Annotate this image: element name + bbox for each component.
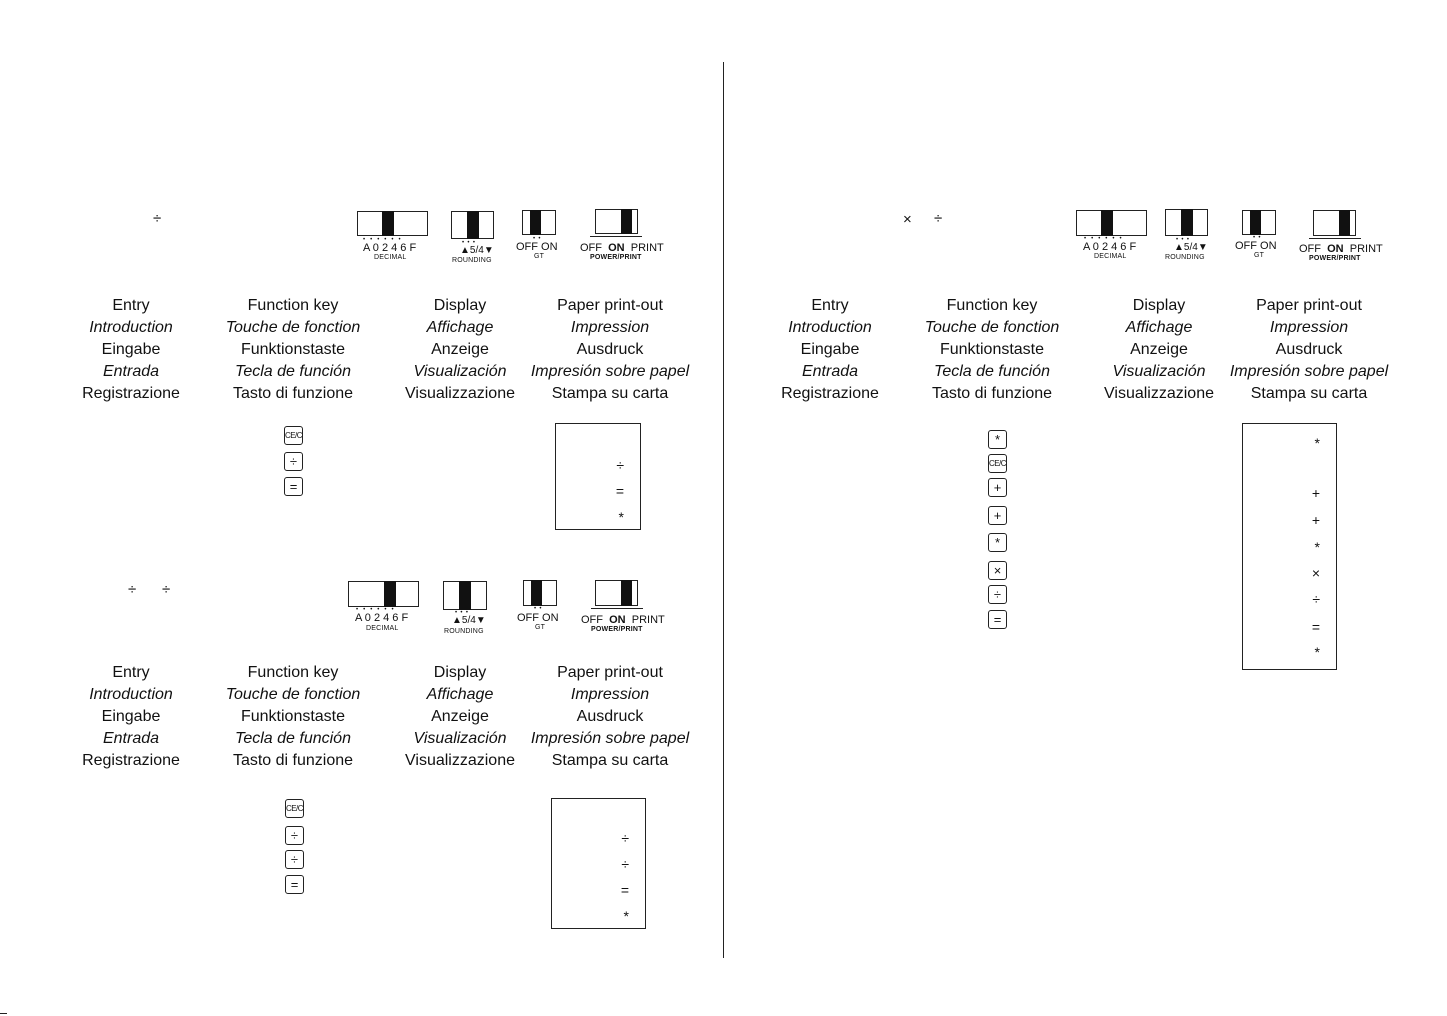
display-column-header: Display Affichage Anzeige Visualización Visualizzazione bbox=[405, 664, 515, 769]
decimal-dots: • • • • • • bbox=[356, 607, 394, 613]
function-key-column-header: Function key Touche de fonction Funktionstaste Tecla de función Tasto di funzione bbox=[225, 664, 361, 769]
power-print-switch[interactable] bbox=[1313, 210, 1356, 236]
power-on: ON bbox=[608, 242, 625, 254]
plus-key[interactable]: + bbox=[988, 478, 1007, 497]
gt-label: GT bbox=[534, 253, 545, 260]
paper-symbol: * bbox=[1314, 539, 1320, 555]
gt-switch[interactable] bbox=[523, 580, 557, 606]
power-on: ON bbox=[1327, 243, 1344, 255]
ce-c-key[interactable]: CE/C bbox=[988, 454, 1007, 473]
paper-symbol: = bbox=[620, 882, 629, 898]
decimal-label: DECIMAL bbox=[366, 625, 399, 632]
power-print: PRINT bbox=[631, 614, 665, 626]
ce-c-key[interactable]: CE/C bbox=[285, 799, 304, 818]
paper-column-header: Paper print-out Impression Ausdruck Impresión sobre papel Stampa su carta bbox=[530, 297, 690, 402]
decimal-switch[interactable] bbox=[348, 581, 419, 607]
rounding-switch-knob[interactable] bbox=[459, 581, 471, 610]
gt-dots: • • bbox=[534, 606, 542, 612]
power-print: PRINT bbox=[630, 242, 664, 254]
power-print-switch[interactable] bbox=[595, 580, 638, 606]
divide-key[interactable]: ÷ bbox=[988, 585, 1007, 604]
gt-positions: OFF ON bbox=[517, 612, 559, 624]
rounding-switch-knob[interactable] bbox=[1181, 209, 1193, 236]
decimal-switch-knob[interactable] bbox=[382, 211, 394, 236]
paper-symbol: + bbox=[1311, 485, 1320, 501]
power-print-switch-knob[interactable] bbox=[1339, 210, 1350, 236]
power-off: OFF bbox=[581, 614, 603, 626]
decimal-switch-knob[interactable] bbox=[1101, 210, 1113, 236]
power-label: POWER/PRINT bbox=[591, 626, 643, 633]
paper-printout bbox=[555, 423, 641, 530]
rounding-switch-knob[interactable] bbox=[467, 211, 479, 239]
divide-key[interactable]: ÷ bbox=[284, 452, 303, 471]
paper-symbol: ÷ bbox=[616, 457, 624, 473]
power-print: PRINT bbox=[1349, 243, 1383, 255]
power-positions bbox=[1299, 243, 1383, 255]
power-on: ON bbox=[609, 614, 626, 626]
decimal-dots: • • • • • • bbox=[363, 237, 401, 243]
decimal-switch[interactable] bbox=[357, 211, 428, 236]
paper-printout bbox=[551, 798, 646, 929]
gt-label: GT bbox=[1254, 252, 1265, 259]
display-column-header: Display Affichage Anzeige Visualización Visualizzazione bbox=[405, 297, 515, 402]
paper-symbol: * bbox=[1314, 644, 1320, 660]
gt-dots: • • bbox=[1253, 235, 1261, 241]
gt-dots: • • bbox=[533, 236, 541, 242]
divide-key[interactable]: ÷ bbox=[285, 826, 304, 845]
decimal-switch[interactable] bbox=[1076, 210, 1147, 236]
gt-switch-knob[interactable] bbox=[530, 210, 541, 235]
rounding-positions-text: 5/4 bbox=[469, 245, 484, 256]
power-off: OFF bbox=[580, 242, 602, 254]
rounding-dots: • • • bbox=[455, 610, 468, 616]
paper-column-header: Paper print-out Impression Ausdruck Impresión sobre papel Stampa su carta bbox=[1229, 297, 1389, 402]
entry-column-header: Entry Introduction Eingabe Entrada Registrazione bbox=[82, 297, 180, 402]
equals-key[interactable]: = bbox=[284, 477, 303, 496]
operator-glyph: × bbox=[903, 211, 912, 228]
decimal-label: DECIMAL bbox=[1094, 253, 1127, 260]
power-label: POWER/PRINT bbox=[590, 254, 642, 261]
rounding-label: ROUNDING bbox=[444, 628, 484, 635]
rounding-label: ROUNDING bbox=[452, 257, 492, 264]
gt-positions: OFF ON bbox=[516, 241, 558, 253]
paper-symbol: * bbox=[1314, 435, 1320, 451]
gt-switch[interactable] bbox=[1242, 210, 1276, 235]
gt-switch-knob[interactable] bbox=[1250, 210, 1261, 235]
decimal-positions: A 0 2 4 6 F bbox=[1083, 241, 1137, 253]
paper-symbol: = bbox=[615, 483, 624, 499]
operator-glyph: ÷ bbox=[153, 210, 162, 227]
power-positions bbox=[581, 614, 665, 626]
paper-symbol: × bbox=[1311, 565, 1320, 581]
equals-key[interactable]: = bbox=[285, 875, 304, 894]
paper-symbol: * bbox=[623, 908, 629, 924]
power-label: POWER/PRINT bbox=[1309, 255, 1361, 262]
paper-printout bbox=[1242, 423, 1337, 670]
decimal-dots: • • • • • • bbox=[1084, 236, 1122, 242]
paper-symbol: = bbox=[1311, 619, 1320, 635]
gt-switch[interactable] bbox=[522, 210, 556, 235]
paper-column-header: Paper print-out Impression Ausdruck Impresión sobre papel Stampa su carta bbox=[530, 664, 690, 769]
power-print-switch-knob[interactable] bbox=[621, 209, 632, 234]
entry-column-header: Entry Introduction Eingabe Entrada Registrazione bbox=[781, 297, 879, 402]
decimal-positions: A 0 2 4 6 F bbox=[355, 612, 409, 624]
asterisk-key[interactable]: * bbox=[988, 533, 1007, 552]
rounding-positions-text: 5/4 bbox=[461, 615, 476, 626]
power-positions bbox=[580, 242, 664, 254]
divide-key[interactable]: ÷ bbox=[285, 850, 304, 869]
operator-glyph: ÷ bbox=[934, 210, 943, 227]
display-column-header: Display Affichage Anzeige Visualización Visualizzazione bbox=[1104, 297, 1214, 402]
equals-key[interactable]: = bbox=[988, 610, 1007, 629]
rounding-dots: • • • bbox=[1176, 237, 1189, 243]
multiply-key[interactable]: × bbox=[988, 561, 1007, 580]
rounding-positions-text: 5/4 bbox=[1183, 242, 1198, 253]
power-off: OFF bbox=[1299, 243, 1321, 255]
rounding-positions: ▲5/4▼ bbox=[1174, 242, 1208, 253]
gt-switch-knob[interactable] bbox=[531, 580, 542, 606]
rounding-dots: • • • bbox=[462, 240, 475, 246]
function-key-column-header: Function key Touche de fonction Funktionstaste Tecla de función Tasto di funzione bbox=[225, 297, 361, 402]
rounding-positions: ▲5/4▼ bbox=[460, 245, 494, 256]
gt-label: GT bbox=[535, 624, 546, 631]
corner-mark bbox=[0, 1013, 7, 1014]
gt-positions: OFF ON bbox=[1235, 240, 1277, 252]
rounding-switch[interactable] bbox=[451, 211, 494, 239]
rounding-positions: ▲5/4▼ bbox=[452, 615, 486, 626]
plus-key[interactable]: + bbox=[988, 506, 1007, 525]
rounding-switch[interactable] bbox=[1165, 209, 1208, 236]
decimal-label: DECIMAL bbox=[374, 254, 407, 261]
paper-symbol: ÷ bbox=[621, 830, 629, 846]
page-divider bbox=[723, 62, 724, 958]
rounding-label: ROUNDING bbox=[1165, 254, 1205, 261]
decimal-positions: A 0 2 4 6 F bbox=[363, 242, 417, 254]
paper-symbol: + bbox=[1311, 512, 1320, 528]
power-print-switch-knob[interactable] bbox=[621, 580, 632, 606]
asterisk-key[interactable]: * bbox=[988, 430, 1007, 449]
paper-symbol: ÷ bbox=[621, 856, 629, 872]
operator-glyph: ÷ bbox=[162, 581, 171, 598]
paper-symbol: ÷ bbox=[1312, 591, 1320, 607]
paper-symbol: * bbox=[618, 509, 624, 525]
operator-glyph: ÷ bbox=[128, 581, 137, 598]
decimal-switch-knob[interactable] bbox=[384, 581, 396, 607]
function-key-column-header: Function key Touche de fonction Funktionstaste Tecla de función Tasto di funzione bbox=[924, 297, 1060, 402]
rounding-switch[interactable] bbox=[443, 581, 487, 610]
ce-c-key[interactable]: CE/C bbox=[284, 426, 303, 445]
power-print-switch[interactable] bbox=[595, 209, 638, 234]
entry-column-header: Entry Introduction Eingabe Entrada Registrazione bbox=[82, 664, 180, 769]
